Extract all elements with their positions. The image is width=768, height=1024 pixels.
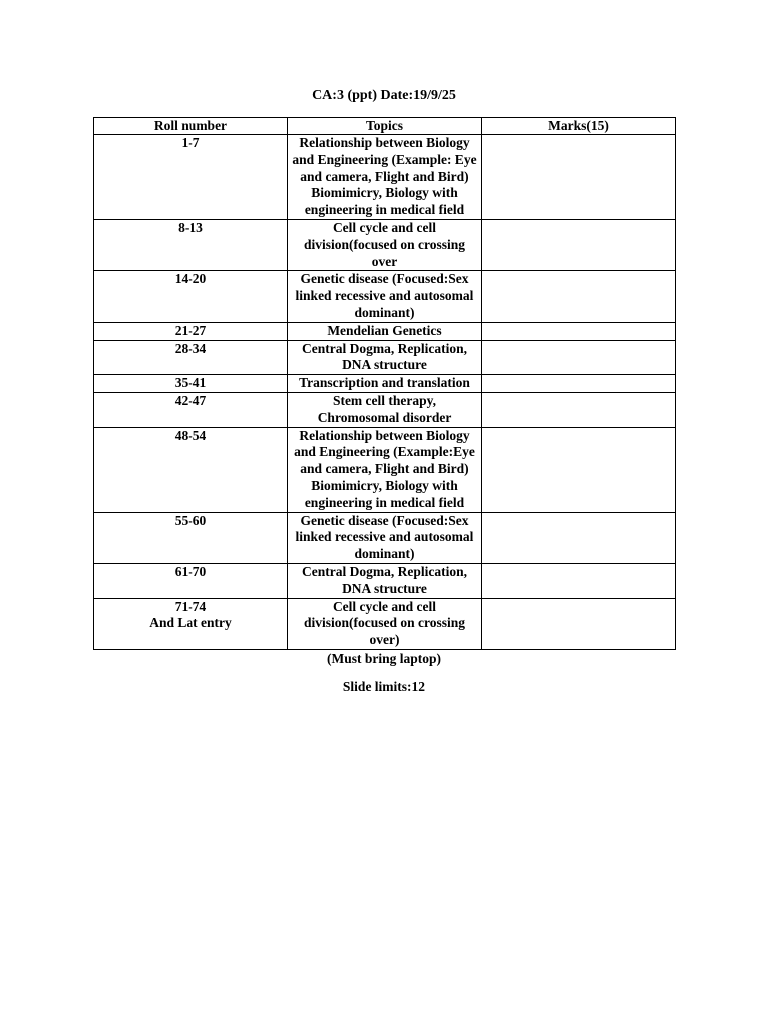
topic-cell: Genetic disease (Focused:Sex linked recessive and autosomal dominant) <box>288 512 482 563</box>
roll-number-cell <box>94 598 288 649</box>
roll-number-cell <box>94 271 288 322</box>
topic-cell: Relationship between Biology and Engineering (Example: Eye and camera, Flight and Bird) Biomimicry, Biology with engineering in medical field <box>288 135 482 220</box>
marks-cell <box>482 322 676 340</box>
marks-cell <box>482 392 676 427</box>
topic-cell: Central Dogma, Replication, DNA structure <box>288 563 482 598</box>
roll-number-cell <box>94 322 288 340</box>
topic-cell: Relationship between Biology and Engineering (Example:Eye and camera, Flight and Bird) Biomimicry, Biology with engineering in medical field <box>288 427 482 512</box>
roll-number-text: 1-7 <box>181 135 200 150</box>
roll-number-cell <box>94 512 288 563</box>
document-title: CA:3 (ppt) Date:19/9/25 <box>312 88 456 103</box>
roll-number-cell <box>94 375 288 393</box>
table-row <box>94 135 676 220</box>
marks-cell <box>482 427 676 512</box>
marks-cell <box>482 598 676 649</box>
roll-number-text: 8-13 <box>178 219 203 235</box>
table-row <box>94 512 676 563</box>
roll-number-text: 21-27 <box>174 322 207 338</box>
marks-cell <box>482 375 676 393</box>
topic-cell: Mendelian Genetics <box>288 322 482 340</box>
roll-number-text: 48-54 <box>174 427 207 443</box>
table-row <box>94 563 676 598</box>
marks-cell <box>482 271 676 322</box>
marks-cell <box>482 340 676 375</box>
header-marks: Marks(15) <box>482 118 676 135</box>
table-header-row <box>94 118 676 135</box>
topic-cell: Central Dogma, Replication, DNA structure <box>288 340 482 375</box>
roll-number-text: And Lat entry <box>149 615 232 631</box>
roll-number-cell <box>94 427 288 512</box>
header-topics: Topics <box>288 118 482 135</box>
table-row <box>94 375 676 393</box>
topic-cell: Cell cycle and cell division(focused on crossing over <box>288 219 482 270</box>
marks-cell <box>482 563 676 598</box>
roll-number-text: 61-70 <box>174 563 207 579</box>
table-row <box>94 219 676 270</box>
table-row <box>94 598 676 649</box>
roll-number-text: 42-47 <box>174 392 207 408</box>
laptop-note: (Must bring laptop) <box>326 651 441 666</box>
topic-cell: Cell cycle and cell division(focused on crossing over) <box>288 598 482 649</box>
table-row <box>94 340 676 375</box>
table-row <box>94 271 676 322</box>
roll-number-cell <box>94 563 288 598</box>
table-body <box>94 135 676 650</box>
table-row <box>94 322 676 340</box>
roll-number-cell <box>94 392 288 427</box>
table-row <box>94 392 676 427</box>
topic-cell: Genetic disease (Focused:Sex linked recessive and autosomal dominant) <box>288 271 482 322</box>
roll-number-text: 28-34 <box>174 340 207 356</box>
marks-cell <box>482 135 676 220</box>
marks-cell <box>482 219 676 270</box>
topic-cell: Stem cell therapy, Chromosomal disorder <box>288 392 482 427</box>
roll-number-cell <box>94 219 288 270</box>
header-roll-number: Roll number <box>94 118 288 135</box>
roll-number-cell <box>94 340 288 375</box>
roll-number-text: 14-20 <box>174 271 207 287</box>
roll-number-text: 35-41 <box>174 375 207 391</box>
table-row <box>94 427 676 512</box>
marks-cell <box>482 512 676 563</box>
roll-number-cell <box>94 135 288 220</box>
slide-limit-note: Slide limits:12 <box>342 679 426 694</box>
assignment-table <box>93 117 676 650</box>
roll-number-text: 71-74 <box>174 598 207 614</box>
topic-cell: Transcription and translation <box>288 375 482 393</box>
roll-number-text: 55-60 <box>174 512 207 528</box>
